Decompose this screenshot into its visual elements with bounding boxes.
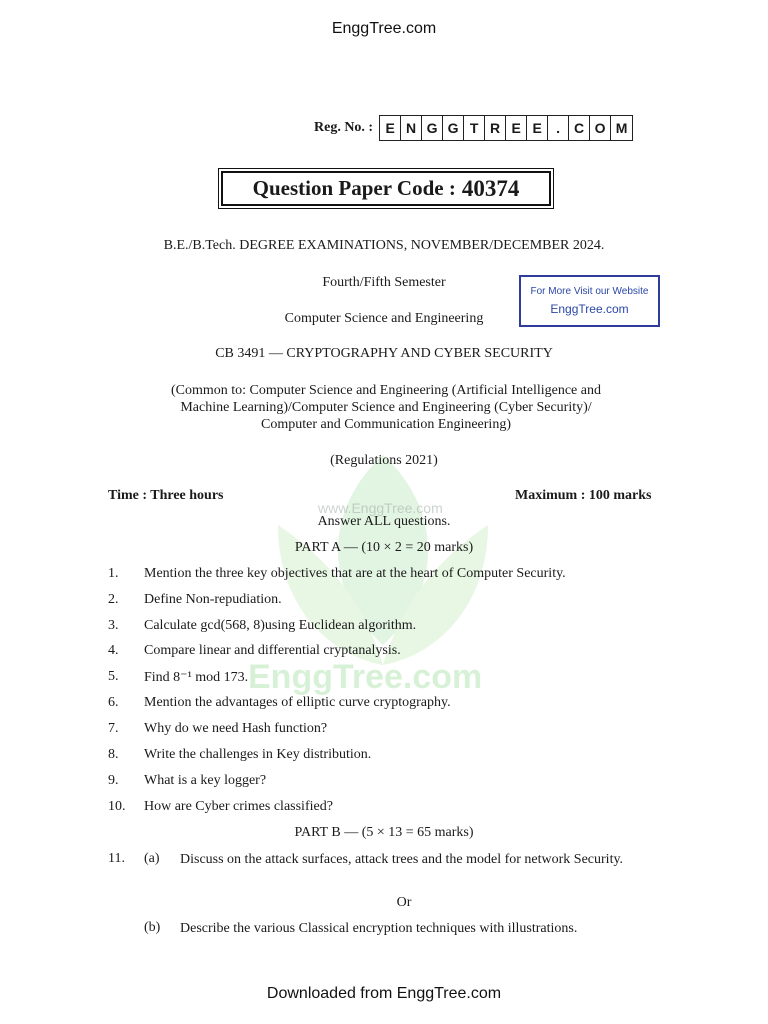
part-b-title: PART B — (5 × 13 = 65 marks) <box>294 825 474 840</box>
sub-question-text: Discuss on the attack surfaces, attack trees and the model for network Security. <box>180 852 624 867</box>
reg-box: C <box>569 116 590 140</box>
reg-box: G <box>443 116 464 140</box>
or-divider: Or <box>396 895 412 910</box>
sub-question-label: (b) <box>144 920 161 935</box>
sub-question-text: Describe the various Classical encryption techniques with illustrations. <box>180 921 578 936</box>
reg-number-boxes <box>379 115 633 141</box>
question-number: 3. <box>108 618 119 633</box>
question-number: 11. <box>108 851 125 866</box>
question-text: Define Non-repudiation. <box>144 592 282 607</box>
question-number: 1. <box>108 566 119 581</box>
reg-box: E <box>527 116 548 140</box>
exam-duration: Time : Three hours <box>108 488 224 503</box>
question-row <box>108 618 668 634</box>
website-promo-box[interactable] <box>519 275 660 327</box>
sub-question-b <box>144 920 668 937</box>
question-row <box>108 920 668 937</box>
question-text: Compare linear and differential cryptanalysis. <box>144 643 401 658</box>
reg-number-label: Reg. No. : <box>314 120 374 135</box>
question-row <box>108 695 668 711</box>
reg-box: E <box>506 116 527 140</box>
regulations: (Regulations 2021) <box>330 453 438 468</box>
question-number: 7. <box>108 721 119 736</box>
promo-link[interactable]: EnggTree.com <box>550 302 629 316</box>
site-header: EnggTree.com <box>331 20 437 37</box>
sub-question-label: (a) <box>144 851 160 866</box>
reg-box: R <box>485 116 506 140</box>
promo-line: For More Visit our Website <box>530 286 649 297</box>
reg-box: . <box>548 116 569 140</box>
question-paper-code <box>221 171 551 206</box>
question-text: Mention the three key objectives that are at the heart of Computer Security. <box>144 566 566 581</box>
question-number-spacer <box>108 920 144 937</box>
question-row <box>108 747 668 763</box>
reg-box: M <box>615 120 628 136</box>
watermark-text: EnggTree.com <box>248 658 483 696</box>
question-number: 9. <box>108 773 119 788</box>
sub-question-a <box>144 851 668 868</box>
instruction: Answer ALL questions. <box>317 514 451 529</box>
course-title: CB 3491 — CRYPTOGRAPHY AND CYBER SECURITY <box>215 346 553 361</box>
reg-box: N <box>401 116 422 140</box>
question-row <box>108 592 668 608</box>
exam-title: B.E./B.Tech. DEGREE EXAMINATIONS, NOVEMBER/DECEMBER 2024. <box>163 238 605 253</box>
department: Computer Science and Engineering <box>284 311 484 326</box>
semester: Fourth/Fifth Semester <box>322 275 446 290</box>
question-row <box>108 643 668 659</box>
question-number: 10. <box>108 799 126 814</box>
question-row <box>108 566 668 582</box>
question-number: 4. <box>108 643 119 658</box>
question-text: How are Cyber crimes classified? <box>144 799 333 814</box>
reg-box: O <box>590 116 611 140</box>
question-text: Why do we need Hash function? <box>144 721 328 736</box>
common-to-line: Computer and Communication Engineering) <box>260 417 511 432</box>
reg-box: T <box>464 116 485 140</box>
question-number: 5. <box>108 669 119 684</box>
question-number: 2. <box>108 592 119 607</box>
question-text: Write the challenges in Key distribution. <box>144 747 372 762</box>
common-to-block <box>120 382 652 433</box>
question-text: Calculate gcd(568, 8)using Euclidean algorithm. <box>144 618 417 633</box>
question-number: 6. <box>108 695 119 710</box>
question-paper-code-value: 40374 <box>461 175 520 201</box>
question-text: What is a key logger? <box>144 773 267 788</box>
question-number: 8. <box>108 747 119 762</box>
reg-number-row <box>314 115 633 141</box>
reg-box: E <box>380 116 401 140</box>
question-text: Mention the advantages of elliptic curve cryptography. <box>144 695 451 710</box>
question-row <box>108 773 668 789</box>
common-to-line: (Common to: Computer Science and Engineering (Artificial Intelligence and <box>171 383 601 398</box>
question-text: Find 8⁻¹ mod 173. <box>144 670 249 685</box>
common-to-line: Machine Learning)/Computer Science and Engineering (Cyber Security)/ <box>180 400 592 415</box>
watermark-url: www.EnggTree.com <box>318 500 443 516</box>
reg-box: G <box>422 116 443 140</box>
part-a-title: PART A — (10 × 2 = 20 marks) <box>294 540 474 555</box>
question-row <box>108 799 668 815</box>
question-row <box>108 669 668 686</box>
maximum-marks: Maximum : 100 marks <box>515 488 652 503</box>
site-footer: Downloaded from EnggTree.com <box>266 985 502 1002</box>
question-paper-code-label: Question Paper Code : <box>252 176 456 200</box>
question-row <box>108 851 668 868</box>
question-row <box>108 721 668 737</box>
